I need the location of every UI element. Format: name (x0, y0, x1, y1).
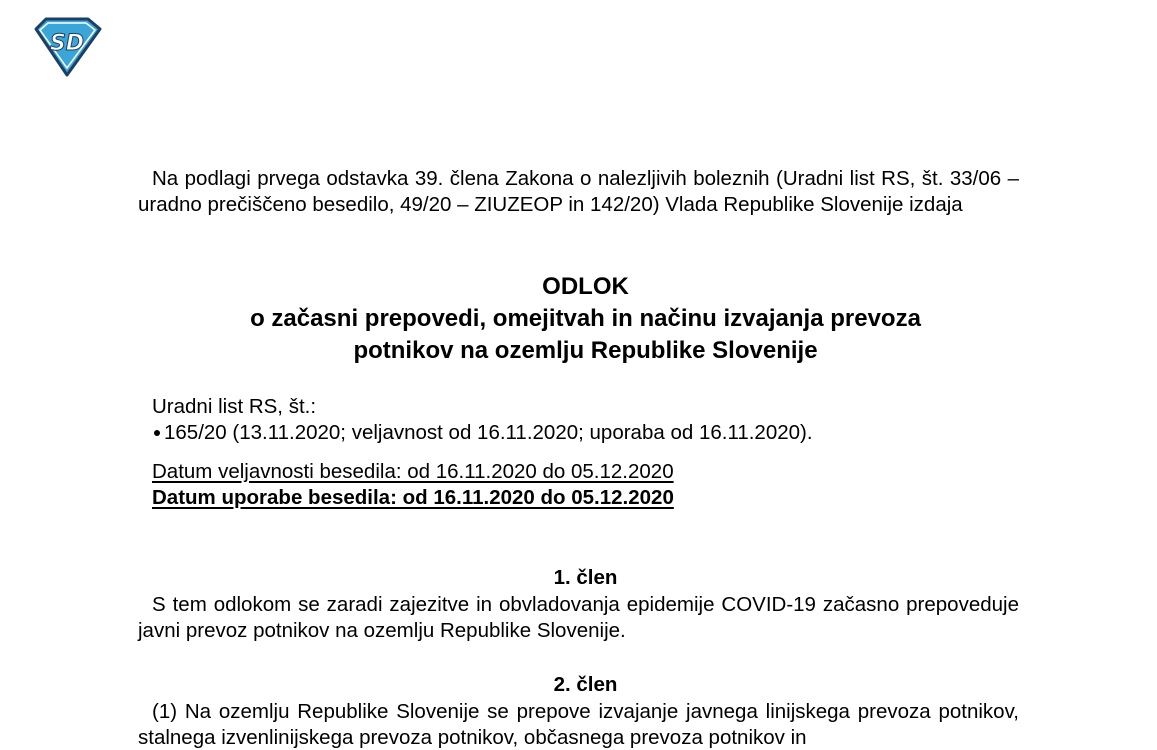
intro-paragraph: Na podlagi prvega odstavka 39. člena Zakona o nalezljivih boleznih (Uradni list RS, št. 33/06 – uradno prečiščeno besedilo, 49/20 – ZIUZEOP in 142/20) Vlada Republike Slovenije izdaja (138, 167, 1019, 216)
sd-logo-icon (30, 17, 104, 79)
logo-letters: SD (49, 31, 85, 56)
bullet-icon (154, 430, 160, 436)
title-line-3: potnikov na ozemlju Republike Slovenije (353, 337, 818, 364)
article-2-heading: 2. člen (553, 673, 618, 696)
article-2-text: (1) Na ozemlju Republike Slovenije se prepove izvajanje javnega linijskega prevoza potnikov, stalnega izvenlinijskega prevoza potnikov, občasnega prevoza potnikov in (138, 700, 1019, 749)
article-1-text: S tem odlokom se zaradi zajezitve in obvladovanja epidemije COVID-19 začasno prepoveduje javni prevoz potnikov na ozemlju Republike Slovenije. (138, 593, 1019, 642)
validity-dates (152, 459, 674, 511)
gazette-label: Uradni list RS, št.: (152, 395, 317, 418)
title-line-1: ODLOK (542, 273, 629, 300)
gazette-list-item (152, 420, 813, 446)
title-line-2: o začasni prepovedi, omejitvah in načinu izvajanja prevoza (250, 305, 921, 332)
article-1-heading: 1. člen (553, 566, 618, 589)
document-title (138, 271, 1033, 367)
gazette-item-text: 165/20 (13.11.2020; veljavnost od 16.11.2020; uporaba od 16.11.2020). (164, 421, 813, 444)
gazette-reference (152, 394, 813, 446)
application-date-link[interactable]: Datum uporabe besedila: od 16.11.2020 do 05.12.2020 (152, 486, 674, 509)
validity-date-link[interactable]: Datum veljavnosti besedila: od 16.11.2020 do 05.12.2020 (152, 460, 674, 483)
